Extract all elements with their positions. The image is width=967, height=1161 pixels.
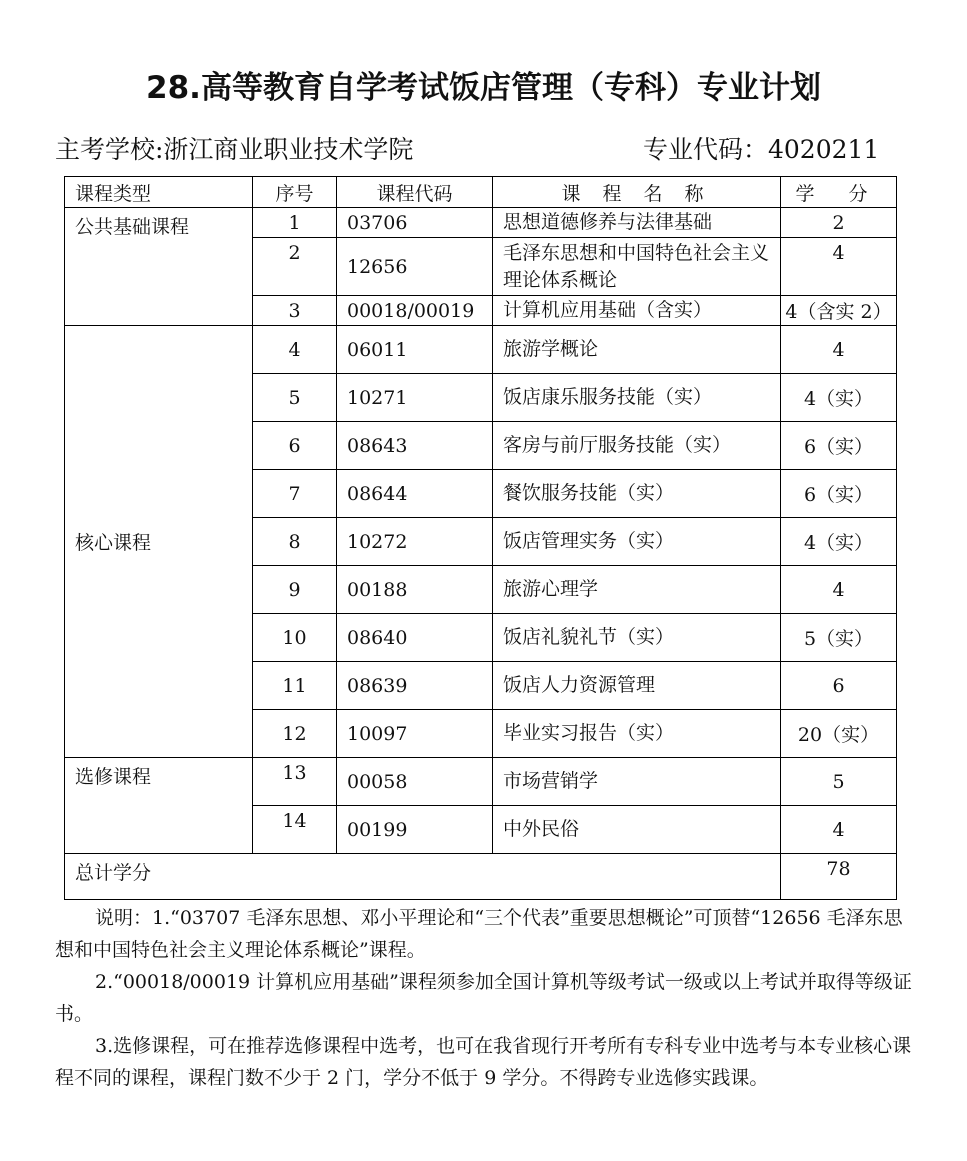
row-name: 旅游学概论 [493, 326, 781, 374]
table-row [65, 326, 897, 374]
row-code: 00188 [337, 566, 493, 614]
row-name: 毛泽东思想和中国特色社会主义理论体系概论 [493, 238, 781, 296]
row-code: 00018/00019 [337, 296, 493, 326]
major-code: 专业代码：4020211 [643, 135, 880, 164]
row-seq: 14 [253, 806, 337, 854]
row-code: 06011 [337, 326, 493, 374]
row-credit: 4 [781, 326, 897, 374]
row-name: 餐饮服务技能（实） [493, 470, 781, 518]
course-plan-table [64, 176, 897, 900]
row-seq: 1 [253, 208, 337, 238]
row-name: 饭店管理实务（实） [493, 518, 781, 566]
row-name: 客房与前厅服务技能（实） [493, 422, 781, 470]
row-seq: 5 [253, 374, 337, 422]
note-2: 2.“00018/00019 计算机应用基础”课程须参加全国计算机等级考试一级或以上考试并取得等级证书。 [55, 971, 912, 1025]
row-code: 08644 [337, 470, 493, 518]
row-seq: 4 [253, 326, 337, 374]
row-code: 00058 [337, 758, 493, 806]
row-credit: 6（实） [781, 422, 897, 470]
row-seq: 12 [253, 710, 337, 758]
row-code: 10272 [337, 518, 493, 566]
row-credit: 4 [781, 566, 897, 614]
row-credit: 4（实） [781, 374, 897, 422]
note-3: 3.选修课程，可在推荐选修课程中选考，也可在我省现行开考所有专科专业中选考与本专业核心课程不同的课程，课程门数不少于 2 门，学分不低于 9 学分。不得跨专业选修实践课。 [55, 1035, 912, 1089]
row-credit: 4 [781, 238, 897, 296]
row-credit: 5 [781, 758, 897, 806]
table-row [65, 758, 897, 806]
header-course-code: 课程代码 [337, 177, 493, 208]
row-credit: 6 [781, 662, 897, 710]
header-course-name: 课 程 名 称 [493, 177, 781, 208]
row-code: 03706 [337, 208, 493, 238]
host-school: 主考学校:浙江商业职业技术学院 [55, 135, 414, 164]
row-credit: 4（含实 2） [781, 296, 897, 326]
total-label: 总计学分 [65, 854, 781, 900]
row-seq: 11 [253, 662, 337, 710]
header-course-type: 课程类型 [65, 177, 253, 208]
row-credit: 6（实） [781, 470, 897, 518]
note-1: 说明：1.“03707 毛泽东思想、邓小平理论和“三个代表”重要思想概论”可顶替“12656 毛泽东思想和中国特色社会主义理论体系概论”课程。 [55, 907, 903, 961]
row-credit: 5（实） [781, 614, 897, 662]
row-name: 中外民俗 [493, 806, 781, 854]
row-name: 饭店康乐服务技能（实） [493, 374, 781, 422]
page-title: 28.高等教育自学考试饭店管理（专科）专业计划 [146, 70, 821, 106]
course-type-elective: 选修课程 [65, 758, 253, 854]
row-name: 毕业实习报告（实） [493, 710, 781, 758]
row-code: 00199 [337, 806, 493, 854]
course-type-core: 核心课程 [65, 326, 253, 758]
row-code: 08639 [337, 662, 493, 710]
row-name: 旅游心理学 [493, 566, 781, 614]
row-code: 08643 [337, 422, 493, 470]
row-code: 08640 [337, 614, 493, 662]
row-seq: 13 [253, 758, 337, 806]
row-credit: 4（实） [781, 518, 897, 566]
row-seq: 10 [253, 614, 337, 662]
row-seq: 7 [253, 470, 337, 518]
row-name: 市场营销学 [493, 758, 781, 806]
notes-section [55, 902, 917, 1094]
row-seq: 3 [253, 296, 337, 326]
row-credit: 20（实） [781, 710, 897, 758]
row-name: 计算机应用基础（含实） [493, 296, 781, 326]
table-header-row [65, 177, 897, 208]
row-credit: 2 [781, 208, 897, 238]
row-seq: 2 [253, 238, 337, 296]
row-code: 10271 [337, 374, 493, 422]
row-code: 10097 [337, 710, 493, 758]
row-code: 12656 [337, 238, 493, 296]
row-name: 思想道德修养与法律基础 [493, 208, 781, 238]
row-seq: 6 [253, 422, 337, 470]
header-seq: 序号 [253, 177, 337, 208]
row-seq: 9 [253, 566, 337, 614]
total-credit: 78 [781, 854, 897, 900]
course-type-public: 公共基础课程 [65, 208, 253, 326]
total-row [65, 854, 897, 900]
header-credit: 学 分 [781, 177, 897, 208]
row-credit: 4 [781, 806, 897, 854]
row-name: 饭店人力资源管理 [493, 662, 781, 710]
table-row [65, 208, 897, 238]
row-seq: 8 [253, 518, 337, 566]
row-name: 饭店礼貌礼节（实） [493, 614, 781, 662]
